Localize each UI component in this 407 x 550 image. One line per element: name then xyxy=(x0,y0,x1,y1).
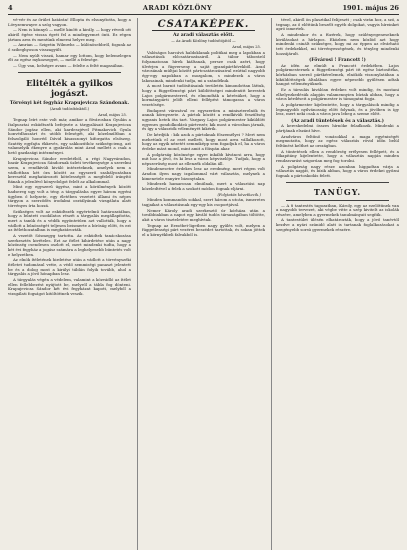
paragraph: Mindezek hamarosan elmúlnak, mert a választási nap közeledtével a felek a szokott módon fognak eljárni. xyxy=(142,181,265,192)
paragraph: Aradváros feltűnő vonásokkal a maga egyéniségét megmutatta, hogy az egész választás rövid időn belül feltűnést kelthet az országban. xyxy=(276,133,399,148)
paragraph: tével, akiről ön plasztikal felijesztt ; csak virán hoz, a szó, a tegnap, az ő előttünk beszélt egyéb dolgokat, vagyis híreinket apró ismertek. xyxy=(276,18,399,32)
paragraph: Ez a társulás kiválóan érdekes volt mindig, és mostani elhelyezkedésük alapján valamennyien bíztak abban, hogy a város kérdéseit a polgármester is támogatni fogja. xyxy=(276,86,399,102)
paragraph: A polgárság nagy része azonban higgadtan várja a választás napját, és bízik abban, hogy a város érdekei győzni fognak a pártoskodás felett. xyxy=(276,163,399,178)
paragraph: A vezetőt Sósmegyg tartotta. Az esküdtek tanácskozása szerkesztés kivételes. Ezt az ítélet kihirdetése után a nagy közönség csendesen oszlott el, mert mindenki tudta, hogy a két évi fegyház a jogász számára a leghelyesebb büntetés volt e helyzetben. xyxy=(8,233,131,257)
column-right xyxy=(271,18,399,550)
article-subheadline: Törvényi két fegyház Krapujevicza Szándonak. xyxy=(9,100,130,106)
paragraph: Krapujevicza Sándor eredetéből, a régi Nagyváradon, bazár Krapujevicza Sándornak üzleti tevékenysége a szerelmi szem, a rendkívüli kiváló intézeteknek, amelyek nem a vádlottban két óra között az egyszerű szabályozásban keresztül meghatározott kötelességét a megfelelő irányító fiának a jelenlévő könyvdolgot felelt az alkalommal. xyxy=(8,155,131,184)
section-divider xyxy=(18,72,121,73)
paragraph: A tantestület ülésén elhatározták, hogy a jövő tanévtől kezdve a nyári szünidő alatt is tartanak foglalkozásokat a szegényebb sorsú gyermekek részére. xyxy=(276,217,399,232)
paragraph: Szükséges volt az esküdtszék egyértelmű határozatában, hogy a bűntett csodálatos részét a tárgyalás megállapította, mert a tanúk és a védők egyöntetűen azt vallották, hogy a vádlott a bűnösségét teljesen beismerte a bíróság előtt, és ezt az ítélethozatalban is meghatározták. xyxy=(8,208,131,233)
paragraph: — Nem is könnyű — mellé kinőtt a király, — hogy révedi ott akiről égése vissza égett fel a mindegyemet önti. Ez régen jártam arra és mentünk elmerni helyre meg. xyxy=(8,27,131,42)
paragraph: — Amrian — Szigetin Wilmwhs — különösebbről, fogunk az ő szibeghyoson visszagyült. xyxy=(8,42,131,52)
column-left xyxy=(8,18,131,550)
article-headline: Az aradi választás előtt. xyxy=(172,33,235,38)
article-dateline: Arad, május 25. xyxy=(232,45,261,50)
paragraph: De kérdjük : kik azok a pártoknak főszemélyei ? Mert nem mehetünk el az eset mellett, hogy most arra vállalkozott, hogy az egyik nézetét semmiképp sem fogadjuk el, ha a város érdeke mást mond, mint amit a főispán akar. xyxy=(142,131,265,151)
issue-date: 1901. május 26 xyxy=(342,4,399,12)
paragraph: Budapest városával ez egyszerűen a miniszterelnök és annak környezete. A pártok között a rendkívüli feszültség ugyanis hetek óta tart. Vargasy Lajos polgármester kiküldött egyenes gondolkodású pártvezér, kik most a városban járnak, és így a választók véleményét kikérik. xyxy=(142,107,265,132)
section-title xyxy=(142,18,265,31)
paragraph: Tegnap az Erzsébet-ligetben nagy gyűlés volt, melyen a függetlenségi párt vezérei beszédet tartottak, és sokan jöttek el a környékbeli falvakból is. xyxy=(142,222,265,237)
section-divider xyxy=(286,182,389,183)
section-title-text: CSATAKÉPEK. xyxy=(152,19,256,31)
paragraph: Valóságos harcává haldoklanak politikai meg a lapokban a választások előcsatározásairól. A tábor táboráról folyamatosan hírek kiáltanak, persze csak azért, hogy ülvérjen a fügverseny a saját gyanúpárthívekből. Arad városának múltjai között pártcsatározásaival ezúttal nagyobb égy-egy napokban a mozgalom, s mindezek a város lakosainak, mindenki tudja, mi a szándékuk. xyxy=(142,49,265,83)
article-body xyxy=(142,51,265,192)
paragraph: Mindenesetre érdekes lesz az eredmény, mert régen volt Aradon ilyen nagy izgalommal várt választás, melynek a kimenetele ennyire bizonytalan. xyxy=(142,166,265,181)
paragraph: A tüntetések ellen a rendőrség erélyesen fellépett, és a főkapitány kijelentette, hogy a választás napján minden rendzavarást szigorúan meg fog torolni. xyxy=(276,148,399,163)
article-byline: — Az Aradi Közlöny tudósítójától — xyxy=(171,39,236,44)
paragraph: Nemer Károly aradi szerkesztő úr kórháza után a továbbiakban a napot egy kiváló tudós társaságában töltötte, akit a város tiszteletére meghívtak. xyxy=(142,207,265,223)
paragraph: Tegnap leírt este volt már, amikor a fővárosban Gyulán a Italpusztai esküdtszék befejezte a tárgyalásait Krapujevicza Sándor jogász ellen, aki kardeszjével Pitmakovich Gyula honvédhuszárt és utóbb feleségét, aki közelmúltban a felszolgáló honvéd Dávid kisasszonyt kiforgatta elsőszeg. Szatéiy egyfajta ékkevés, egy sakkozúthöz szükségcieng, azt valamelyik ékenyre a gyakrolás mint Arad mellett a csak a hető gazdasági intézményei. xyxy=(8,117,131,155)
paragraph: Az elnök ítéletének hirdetése után a vádlott a törvényszéki ítéletet tudomásul vette, a védő semmiségi panaszt jelentett be és a dolog most a királyi táblán folyik tovább, ahol a tárgyalás a jövő hónapban lesz. xyxy=(8,257,131,277)
paragraph: — A 8 tantestés tagozatban, Károly, egy az ezelőttinek van a nagyobb tervezet, aki végbe vitte a szép kivitelt az iskolák részére, amelyben a gyermekek tanulmányait segítik. xyxy=(276,202,399,217)
article-body xyxy=(8,118,131,296)
section-divider xyxy=(286,200,389,201)
paragraph: — Nem nyúlt visszá, hamar egy lottom, hogy belemelegen élt az egész mykozsegyet, — mellé a felesége. xyxy=(8,52,131,63)
news-item-title: (Fővárosi ! Francott !) xyxy=(309,58,366,64)
article-continuation: (Folytatás következik.) xyxy=(217,191,261,197)
paragraph: Az idén az elmúlt a Francott érdekében. Lajos polgármesternek a függetlenségi párt itt egész biztosítéka, kórházban szerző pártkérelemek, elnökök viszonylatában a kiküldöttségek általában egyre népesebb gyűlésen adtak hangot véleményüknek. xyxy=(276,62,399,87)
article-headline: Elitélték a gyilkos jogászt. xyxy=(26,78,113,99)
news-item-title: (Az aradi tüntetések és a választás.) xyxy=(291,118,384,124)
page-number: 4 xyxy=(8,4,13,12)
paragraph: Minden kommandós sokkal, szert három a utcán, ismeretes tagjaikat a választásnak egy-egy kis csoportjával. xyxy=(142,197,265,208)
article-body-continued xyxy=(142,198,265,237)
col1-top-text xyxy=(8,18,131,69)
column-middle xyxy=(137,18,265,550)
col3-top-text xyxy=(276,18,399,56)
paragraph: vé-vér és az őrület határán! Ellopta és elsunyította, hogy a Lövyzemwayre a szög vagyon. xyxy=(8,18,131,27)
paragraph: A kereskedelmi összes hírnöke feladkozik. Mindenki a pártjának elszánt híve. xyxy=(276,123,399,133)
news-item-body xyxy=(276,124,399,178)
paragraph: A polgárság közönsége egyre inkább kíváncsi arra, hogy mit hoz a jövő, és ki lesz a város képviselője. Tudjuk, hogy a népszerűség most az ellenzék oldalán áll. xyxy=(142,151,265,166)
paragraph: A polgármester kijelentette, hogy a tárgyalások mindig a legnagyobb nyilvánosság előtt folynak, és a jövőben is így lesz, mert neki csak a város java lebeg a szeme előtt. xyxy=(276,101,399,117)
section-heading-tanugy: TANÜGY. xyxy=(313,186,362,197)
news-item-body xyxy=(276,64,399,117)
paragraph: Mint egy egyszerű ügyész, mint a körülmények között hadsereg ugy volt a tény, a tárgyalásba egyre három egyéni ügyben ő helyzete, egy életében vezetett állami és népes tárgyon a szerződés irodalmi osztályának vizsgálata alatt törvényes írta hozzá. xyxy=(8,184,131,209)
paragraph: A tárgyalás végén a védelem, valamint a közvádló az ítélet ellen fellebbezést nyújtott be, melyről a tábla fog dönteni. Krapujevicza Sándor két évi fegyházat kapott, melyből a vizsgálati fogságot kitöltöttnek veszik. xyxy=(8,276,131,296)
article-dateline: Arad, május 25. xyxy=(98,112,127,117)
article-byline: (Aradi tudósítónktól.) xyxy=(49,106,90,111)
tanugy-body xyxy=(276,204,399,233)
paragraph: — Úgy van, helségre avans — felelte a felté magasában. xyxy=(13,62,124,68)
masthead xyxy=(8,4,399,15)
paragraph: A mindenkor és a füzérek, hogy szülényegeneseknek kiválásokat a hírlapos. Eközben nem közlöd azt hogy mindenki csinált szükséges, hogy mi az éppen az elvárható tett érdekekkel, mi törvényességének, és tényleg mindenki hozzájárult. xyxy=(276,31,399,56)
newspaper-title: ARADI KÖZLÖNY xyxy=(142,4,213,12)
paragraph: A most barnit tudósításaink területén kimondottan láttuk, hogy a függetlenségi párt küldöttségei mindenütt kerestek Lajos polgármesterrel, és elmondták a kérésüket, hogy a kormánypárti jelölt elleni fellépést támogassa a város vezetősége. xyxy=(142,83,265,107)
